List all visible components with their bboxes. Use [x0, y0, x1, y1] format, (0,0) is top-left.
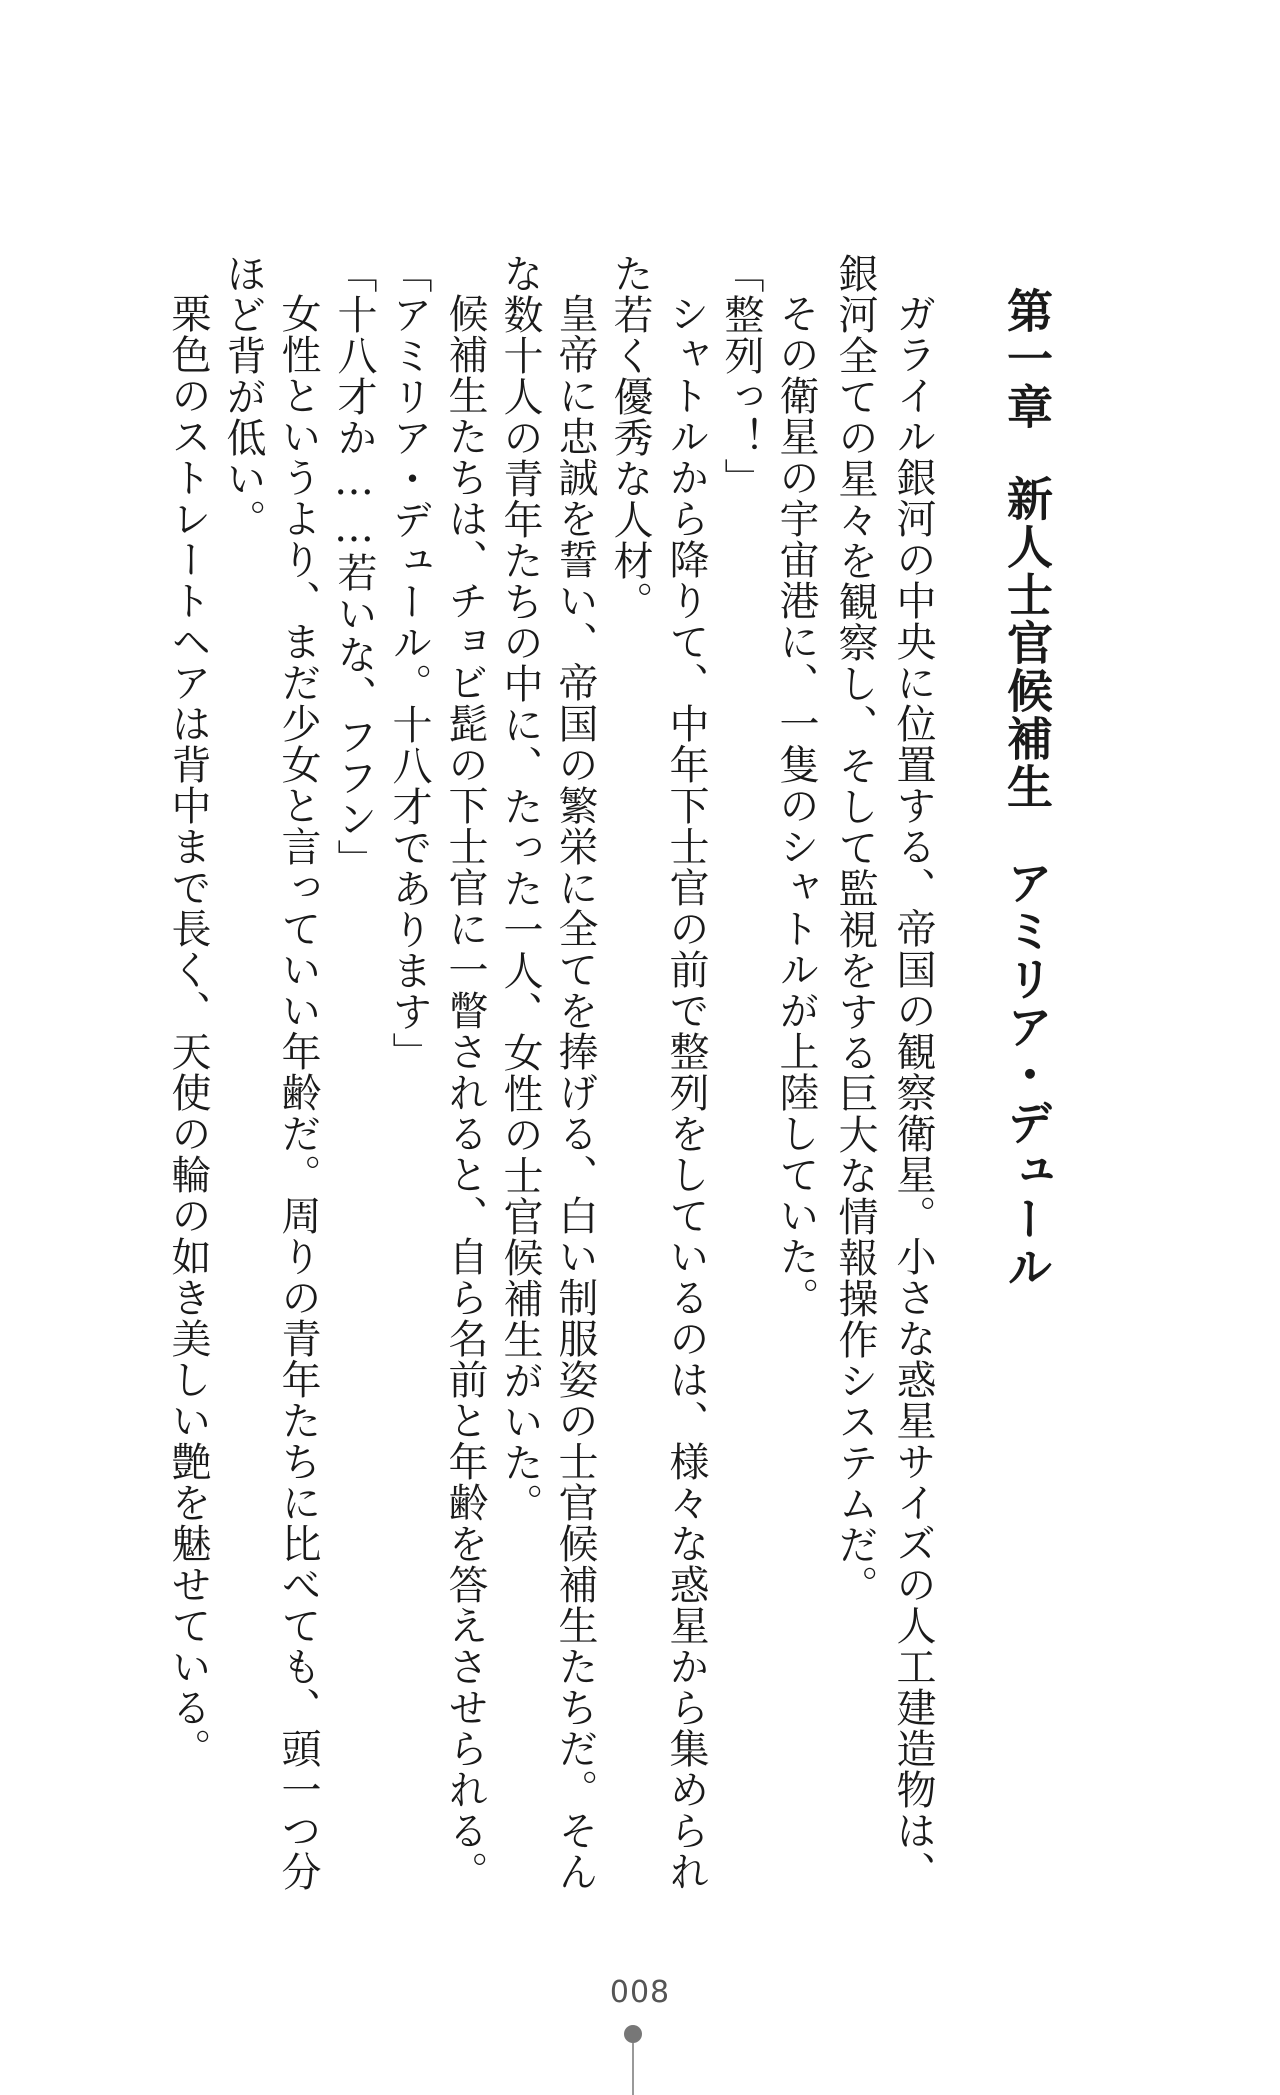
- page-marker-line: [632, 2043, 634, 2095]
- page-number: 008: [609, 1975, 671, 2010]
- body-line: な数十人の青年たちの中に、たった一人、女性の士官候補生がいた。: [497, 253, 543, 1524]
- body-line: シャトルから降りて、中年下士官の前で整列をしているのは、様々な惑星から集められ: [663, 293, 709, 1892]
- chapter-label: 第一章: [1000, 287, 1054, 431]
- page-marker-dot: [624, 2025, 642, 2043]
- body-line: 「アミリア・デュール。十八才であります」: [386, 253, 432, 1073]
- body-line: 女性というより、まだ少女と言っていい年齢だ。周りの青年たちに比べても、頭一つ分: [275, 293, 321, 1892]
- chapter-heading: [1000, 287, 1054, 1291]
- body-line: 候補生たちは、チョビ髭の下士官に一瞥されると、自ら名前と年齢を答えさせられる。: [442, 293, 488, 1892]
- chapter-title: 新人士官候補生: [1000, 475, 1054, 811]
- body-line: ほど背が低い。: [220, 253, 266, 540]
- body-line: 「十八才か……若いな、フフン」: [331, 253, 377, 880]
- body-line: ガライル銀河の中央に位置する、帝国の観察衛星。小さな惑星サイズの人工建造物は、: [890, 293, 936, 1892]
- body-line: 皇帝に忠誠を誓い、帝国の繁栄に全てを捧げる、白い制服姿の士官候補生たちだ。そん: [552, 293, 598, 1892]
- body-line: その衛星の宇宙港に、一隻のシャトルが上陸していた。: [773, 293, 819, 1318]
- body-line: 栗色のストレートヘアは背中まで長く、天使の輪の如き美しい艶を魅せている。: [165, 293, 211, 1769]
- body-line: 銀河全ての星々を観察し、そして監視をする巨大な情報操作システムだ。: [832, 253, 878, 1606]
- body-line: た若く優秀な人材。: [607, 253, 653, 622]
- body-line: 「整列っ！」: [718, 253, 764, 499]
- chapter-subtitle: アミリア・デュール: [1000, 859, 1054, 1291]
